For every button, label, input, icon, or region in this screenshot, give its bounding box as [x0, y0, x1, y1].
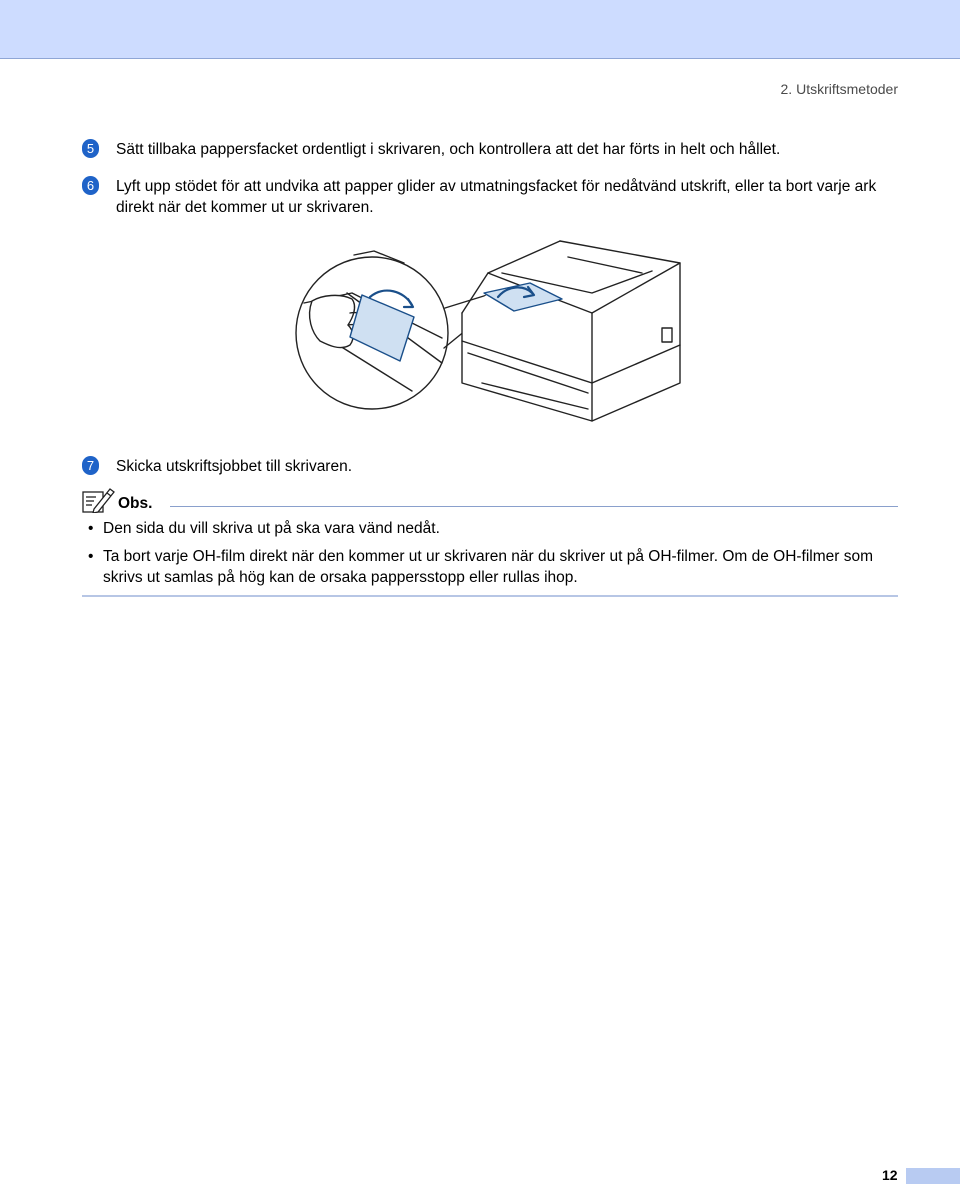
note-item-text: Ta bort varje OH-film direkt när den kommer ut ur skrivaren när du skriver ut på OH-filmer. Om de OH-filmer som skrivs ut samlas på hög kan de orsaka pappersstopp eller rullas ihop.: [103, 548, 874, 586]
step-number-badge: 5: [82, 139, 99, 158]
step-number-badge: 6: [82, 176, 99, 195]
chapter-title: 2. Utskriftsmetoder: [780, 81, 898, 97]
note-end-rule: [82, 595, 898, 597]
bullet-icon: •: [88, 520, 94, 537]
bullet-icon: •: [88, 548, 94, 565]
page-number: 12: [882, 1167, 898, 1183]
printer-illustration: [292, 233, 684, 428]
page-number-bar: [906, 1168, 960, 1184]
note-item-text: Den sida du vill skriva ut på ska vara vänd nedåt.: [103, 520, 440, 537]
step-text: Sätt tillbaka pappersfacket ordentligt i skrivaren, och kontrollera att det har förts in helt och hållet.: [116, 141, 781, 158]
note-pencil-icon: [82, 487, 116, 513]
note-title: Obs.: [118, 495, 153, 512]
header-band: [0, 0, 960, 59]
note-header: [82, 487, 898, 513]
step-text: Skicka utskriftsjobbet till skrivaren.: [116, 458, 353, 475]
step-number-badge: 7: [82, 456, 99, 475]
step-text: Lyft upp stödet för att undvika att papper glider av utmatningsfacket för nedåtvänd utskrift, eller ta bort varje ark direkt när det kommer ut ur skrivaren.: [116, 178, 877, 216]
note-divider: [170, 506, 898, 507]
